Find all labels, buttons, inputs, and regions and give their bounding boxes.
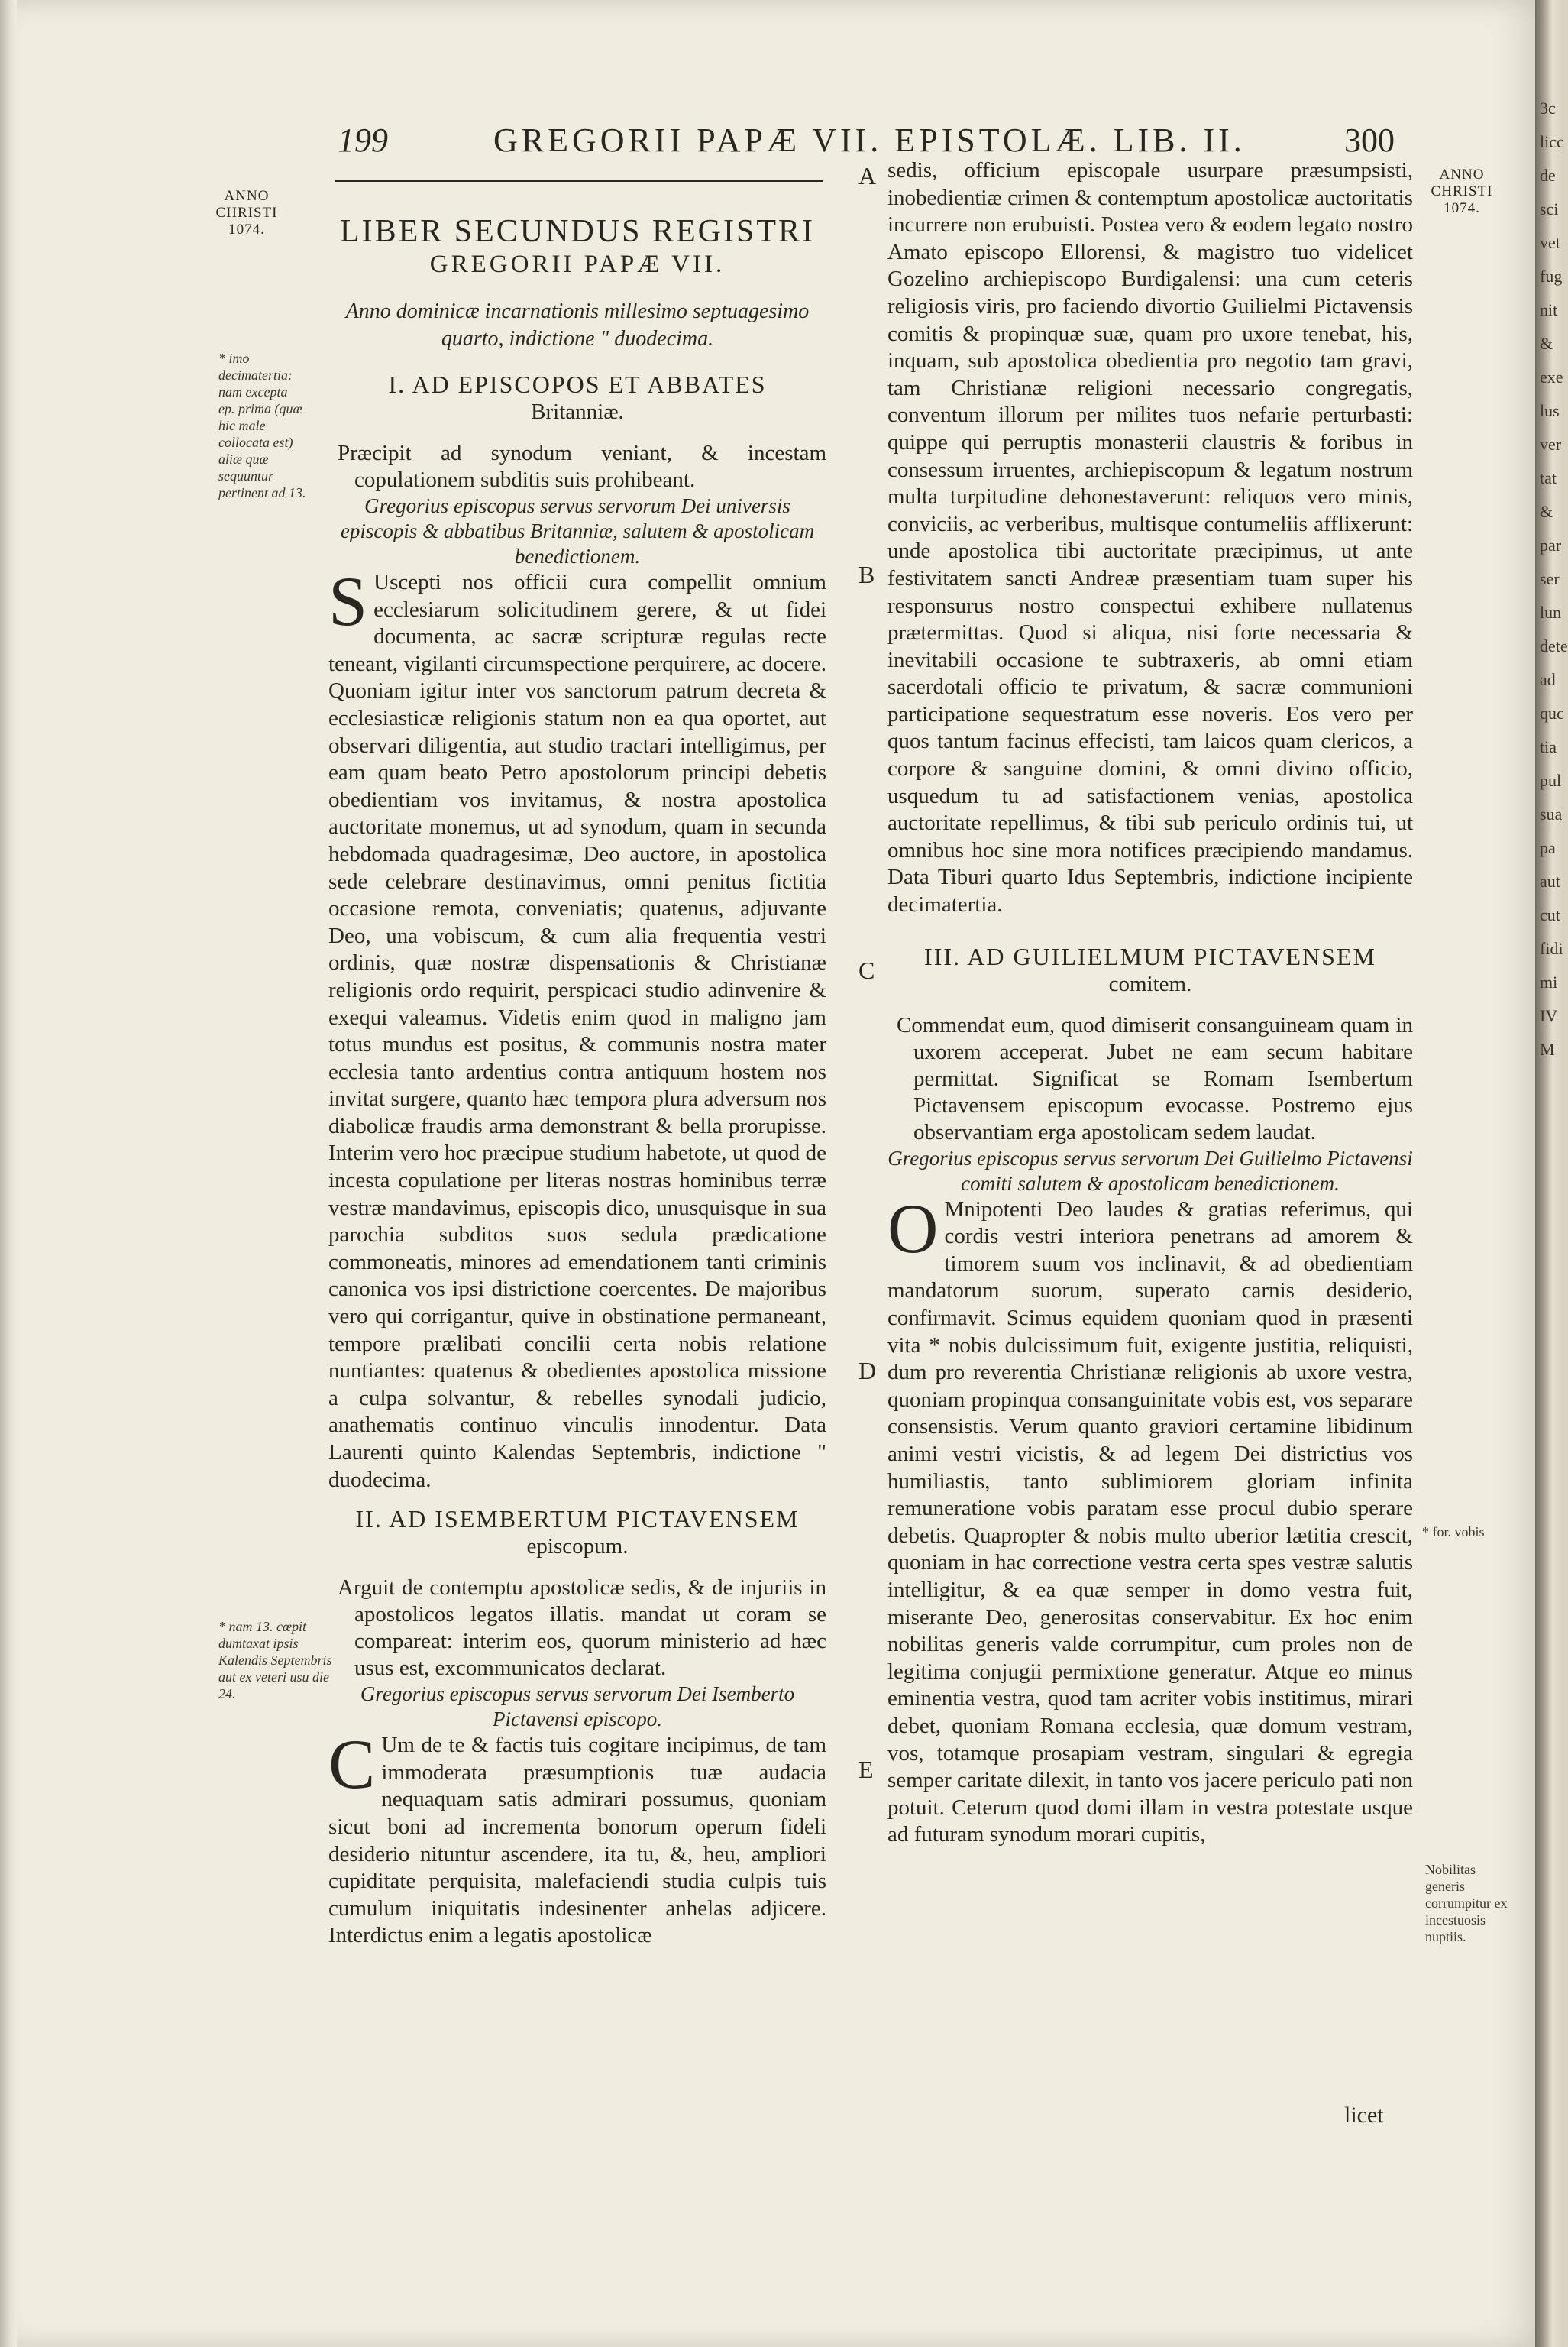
catchword: licet — [1344, 2103, 1384, 2128]
adjacent-page-fragment: nit — [1540, 300, 1558, 319]
adjacent-page-fragment: dete — [1540, 636, 1568, 656]
section-2-salutation: Gregorius episcopus servus servorum Dei Isemberto Pictavensi episcopo. — [360, 1682, 795, 1731]
adjacent-page-fragment: lun — [1540, 603, 1562, 622]
right-column — [887, 157, 1413, 1849]
section-1-text: Uscepti nos officii cura compellit omnium ecclesiarum solicitudinem gerere, & ut fidei documenta, ac sacræ scripturæ regulas recte teneant, vigilanti circumspectione perquirere, ac docere. Quoniam igitur inter vos sanctorum patrum decreta & ecclesiasticæ religionis statum non ea qua oportet, aut observari diligentia, aut studio tractari intelligimus, per eam quam beato Petro apostolorum principi debetis obedientiam vos invitamus, & nostra apostolica auctoritate monemus, ut ad synodum, quam in secunda hebdomada quadragesimæ, Deo auctore, in apostolica sede celebrare destinavimus, omni penitus fictitia occasione remota, conveniatis; quatenus, adjuvante Deo, una vobiscum, & cum alia frequentia vestri ordinis, quæ nostræ dispensationis & Christianæ religionis ordo requirit, perspicaci studio adinvenire & exequi valeamus. Videtis enim quod in maligno jam totus mundus est positus, & communis nostra mater ecclesia tanto ardentius contra antiquum hostem nos invitat surgere, quanto hæc tempora plura adversum nos diabolicæ fraudis arma demonstrant & bella prorupisse. Interim vero hoc præcipue studium habetote, ut quod de incesta copulatione per literas nostras hominibus terræ vestræ mandavimus, episcopis dico, unusquisque in sua parochia subditos suos sedula prædicatione commoneatis, minores ad emendationem tanti criminis canonica vos ipsi districtione coercentes. De majoribus vero qui corrigantur, quive in obstinatione permaneant, tempore prælibati concilii certa nobis relatione nuntiantes: quatenus & obedientes apostolica missione a culpa solvantur, & rebelles synodali judicio, anathematis continuo vinculis innodentur. Data Laurenti quinto Kalendas Septembris, indictione " duodecima. — [328, 570, 826, 1492]
section-3-summary: Commendat eum, quod dimiserit consanguineam quam in uxorem acceperat. Jubet ne eam secum habitare permittat. Significat se Romam Isembertum Pictavensem episcopum evocasse. Postremo ejus observantiam erga apostolicam sedem laudat. — [897, 1012, 1413, 1144]
adjacent-page-fragment: ad — [1540, 670, 1556, 689]
section-letter-d: D — [858, 1357, 877, 1384]
adjacent-page-fragments — [1540, 92, 1568, 1067]
margin-note-left-2: * nam 13. cœpit dumtaxat ipsis Kalendis Septembris aut ex veteri usu die 24. — [218, 1619, 332, 1701]
section-letter-e: E — [858, 1756, 874, 1783]
section-2-summary: Arguit de contemptu apostolicæ sedis, & de injuriis in apostolicos legatos illatis. mandat ut coram se compareat: interim eos, quorum ministerio ad hæc usus est, excommunicatos declarat. — [338, 1575, 826, 1681]
adjacent-page-fragment: sua — [1540, 804, 1563, 824]
adjacent-page-fragment: cut — [1540, 905, 1560, 924]
section-2-subheading: episcopum. — [526, 1534, 629, 1559]
adjacent-page-fragment: licc — [1540, 132, 1564, 151]
section-3-body — [887, 1189, 1413, 1849]
book-author: GREGORII PAPÆ VII. — [429, 251, 726, 278]
section-1-summary: Præcipit ad synodum veniant, & incestam copulationem subditis suis prohibeant. — [338, 441, 826, 492]
section-1-body — [328, 562, 826, 1494]
margin-anno-right: ANNO CHRISTI 1074. — [1431, 167, 1493, 216]
adjacent-page-fragment: tia — [1540, 737, 1557, 756]
adjacent-page-fragment: & — [1540, 502, 1553, 521]
anno-line: Anno dominicæ incarnationis millesimo septuagesimo quarto, indictione " duodecima. — [345, 299, 810, 351]
adjacent-page-fragment: M — [1540, 1040, 1555, 1059]
adjacent-page-fragment: fidi — [1540, 939, 1563, 958]
adjacent-page-fragment: aut — [1540, 872, 1560, 891]
adjacent-page-fragment: par — [1540, 536, 1562, 555]
left-column — [328, 214, 826, 1950]
section-letter-a: A — [858, 162, 877, 189]
adjacent-page-fragment: pul — [1540, 771, 1562, 790]
page-gutter-left — [0, 0, 17, 2347]
margin-note-right-2: Nobilitas generis corrumpitur ex incestuosis nuptiis. — [1425, 1862, 1508, 1944]
adjacent-page-fragment: & — [1540, 334, 1553, 353]
section-2-heading: II. AD ISEMBERTUM PICTAVENSEM — [355, 1505, 800, 1533]
section-2-text: Um de te & factis tuis cogitare incipimus, de tam immoderata præsumptionis tuæ audacia nequaquam satis admirari possumus, quoniam sicut boni ad incrementa bonorum operum fideli desiderio nituntur ascendere, ita tu, &, heu, ampliori cupiditate perquisita, malefaciendi studia culpis tuis cumulum iniquitatis indesinenter anhelas adjicere. Interdictus enim a legatis apostolicæ — [328, 1733, 826, 1948]
section-3-salutation: Gregorius episcopus servus servorum Dei Guilielmo Pictavensi comiti salutem & apostolicam benedictionem. — [887, 1146, 1413, 1195]
section-letter-c: C — [858, 957, 875, 984]
running-header-title: GREGORII PAPÆ VII. EPISTOLÆ. LIB. II. — [493, 121, 1246, 159]
adjacent-page-edge — [1535, 0, 1568, 2347]
section-3-heading: III. AD GUILIELMUM PICTAVENSEM — [924, 942, 1376, 970]
book-title: LIBER SECUNDUS REGISTRI — [339, 214, 816, 249]
adjacent-page-fragment: sci — [1540, 199, 1559, 219]
section-2-dropcap: C — [328, 1725, 376, 1804]
adjacent-page-fragment: fug — [1540, 267, 1563, 286]
adjacent-page-fragment: ver — [1540, 435, 1562, 454]
adjacent-page-fragment: tat — [1540, 468, 1557, 487]
section-letter-b: B — [858, 561, 875, 588]
adjacent-page-fragment: lus — [1540, 401, 1560, 420]
adjacent-page-fragment: 3c — [1540, 99, 1556, 118]
header-rule-left — [335, 180, 823, 182]
section-1-subheading: Britanniæ. — [531, 400, 624, 424]
adjacent-page-fragment: mi — [1540, 973, 1558, 992]
margin-anno-left: ANNO CHRISTI 1074. — [215, 188, 278, 238]
page-number-left: 199 — [338, 121, 388, 159]
section-2-continuation: sedis, officium episcopale usurpare præsumpsisti, inobedientiæ crimen & contemptum apostolicæ auctoritatis incurrere non erubuisti. Postea vero & eodem legato nostro Amato episcopo Ellorensi, & magistro tuo videlicet Gozelino archiepiscopo Burdigalensi: una cum ceteris religiosis viris, pro faciendo divortio Guilielmi Pictavensis comitis & propinquæ suæ, quam pro uxore tenebat, his, inquam, sub apostolica obedientia pro negotio tam gravi, tam Christianæ religioni necessario congregatis, conventum illorum per milites tuos nefarie perturbasti: quippe qui perruptis monasterii claustris & foribus in consessum irruentes, archiepiscopum & legatum nostrum multa turpitudine dehonestaverunt: reliquos vero minis, conviciis, ac verberibus, multisque contumeliis afflixerunt: unde apostolica tibi auctoritate præcipimus, ut ante festivitatem sancti Andreæ præsentiam tuam super his responsurus nostro conspectui exhibere nullatenus prætermittas. Quod si aliqua, nisi forte necessaria & inevitabili occasione te subtraxeris, ab omni etiam sacerdotali officio te privatum, & sacræ communioni participatione sequestratum esse noveris. Eos vero per quos tantum facinus effecisti, tam laicos quam clericos, a corpore & sanguine domini, & omni divino officio, usquedum tu ad satisfactionem venias, apostolica auctoritate repellimus, & tibi sub periculo ordinis tui, ut omnibus hoc sine mora notifices præcipiendo mandamus. Data Tiburi quarto Idus Septembris, indictione incipiente decimatertia. — [887, 158, 1413, 918]
section-3-subheading: comitem. — [1108, 971, 1192, 996]
section-1-heading: I. AD EPISCOPOS ET ABBATES — [388, 371, 767, 398]
margin-note-right-1: * for. vobis — [1422, 1524, 1485, 1539]
adjacent-page-fragment: ser — [1540, 569, 1560, 588]
adjacent-page-fragment: pa — [1540, 838, 1556, 857]
page-number-right: 300 — [1344, 121, 1395, 159]
adjacent-page-fragment: de — [1540, 166, 1556, 185]
section-2-body — [328, 1725, 826, 1950]
section-3-dropcap: O — [887, 1189, 939, 1267]
margin-note-left-1: * imo decimatertia: nam excepta ep. prima (quæ hic male collocata est) aliæ quæ sequuntur pertinent ad 13. — [218, 351, 306, 500]
section-3-text: Mnipotenti Deo laudes & gratias referimus, qui cordis vestri interiora penetrans ad amorem & timorem suum vos inclinavit, & ad obedientiam mandatorum suorum, superato carnis desiderio, confirmavit. Scimus equidem quoniam quod in præsenti vita * nobis dulcissimum fuit, exigente justitia, reliquisti, dum pro reverentia Christianæ religionis ab uxore vestra, quoniam propinqua consanguinitate vobis est, vos separare consensistis. Verum quanto graviori certamine libidinum animi vestri vicistis, & ad legem Dei districtius vos humiliastis, tanto sublimiorem gloriam infinita remuneratione vobis paratam esse procul dubio sperare debetis. Quapropter & nobis multo uberior lætitia crescit, quoniam in hac correctione vestra certa spes vestræ salutis intelligitur, & ea quæ semper in domo vestra fuit, miserante Deo, generositas conservabitur. Ex hoc enim nobilitas generis valde corrumpitur, cum proles non de legitima conjugii permixtione generatur. Atque eo minus eminentia vestra, quod tam acriter vobis institimus, mirari debet, quoniam Romana ecclesia, quæ domum vestram, vos, totamque prosapiam vestram, singulari & egregia semper caritate dilexit, in tanto vos jacere periculo pati non potuit. Ceterum quod domi illam in vestra potestate usque ad futuram synodum morari cupitis, — [887, 1196, 1413, 1847]
adjacent-page-fragment: vet — [1540, 233, 1560, 252]
adjacent-page-fragment: quc — [1540, 704, 1564, 723]
adjacent-page-fragment: IV — [1540, 1006, 1558, 1025]
section-1-dropcap: S — [328, 562, 368, 640]
section-1-salutation: Gregorius episcopus servus servorum Dei universis episcopis & abbatibus Britanniæ, salutem & apostolicam benedictionem. — [340, 494, 815, 568]
adjacent-page-fragment: exe — [1540, 367, 1563, 387]
